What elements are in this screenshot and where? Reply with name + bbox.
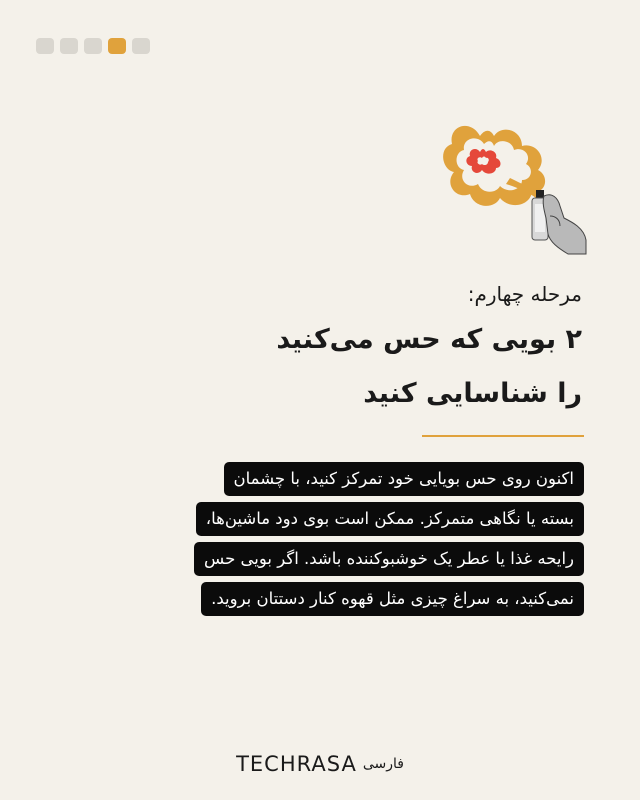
progress-dot bbox=[84, 38, 102, 54]
progress-dot-active bbox=[108, 38, 126, 54]
progress-dots bbox=[36, 38, 150, 54]
brand-name: TECHRASA bbox=[236, 752, 357, 776]
body-line: اکنون روی حس بویایی خود تمرکز کنید، با چشمان bbox=[224, 462, 584, 496]
body-line: نمی‌کنید، به سراغ چیزی مثل قهوه کنار دستتان بروید. bbox=[201, 582, 584, 616]
brand-logo bbox=[0, 752, 640, 776]
progress-dot bbox=[36, 38, 54, 54]
body-line: رایحه غذا یا عطر یک خوشبوکننده باشد. اگر بویی حس bbox=[194, 542, 584, 576]
body-line: بسته یا نگاهی متمرکز. ممکن است بوی دود ماشین‌ها، bbox=[196, 502, 584, 536]
page-title-line1: ۲ بویی که حس می‌کنید bbox=[276, 324, 582, 355]
body-paragraph bbox=[40, 462, 584, 622]
page-title-line2: را شناسایی کنید bbox=[363, 378, 582, 409]
perfume-spray-hand-icon bbox=[440, 118, 590, 258]
divider bbox=[422, 435, 584, 437]
progress-dot bbox=[60, 38, 78, 54]
progress-dot bbox=[132, 38, 150, 54]
brand-suffix: فارسی bbox=[362, 756, 404, 772]
step-label: مرحله چهارم: bbox=[467, 282, 582, 306]
